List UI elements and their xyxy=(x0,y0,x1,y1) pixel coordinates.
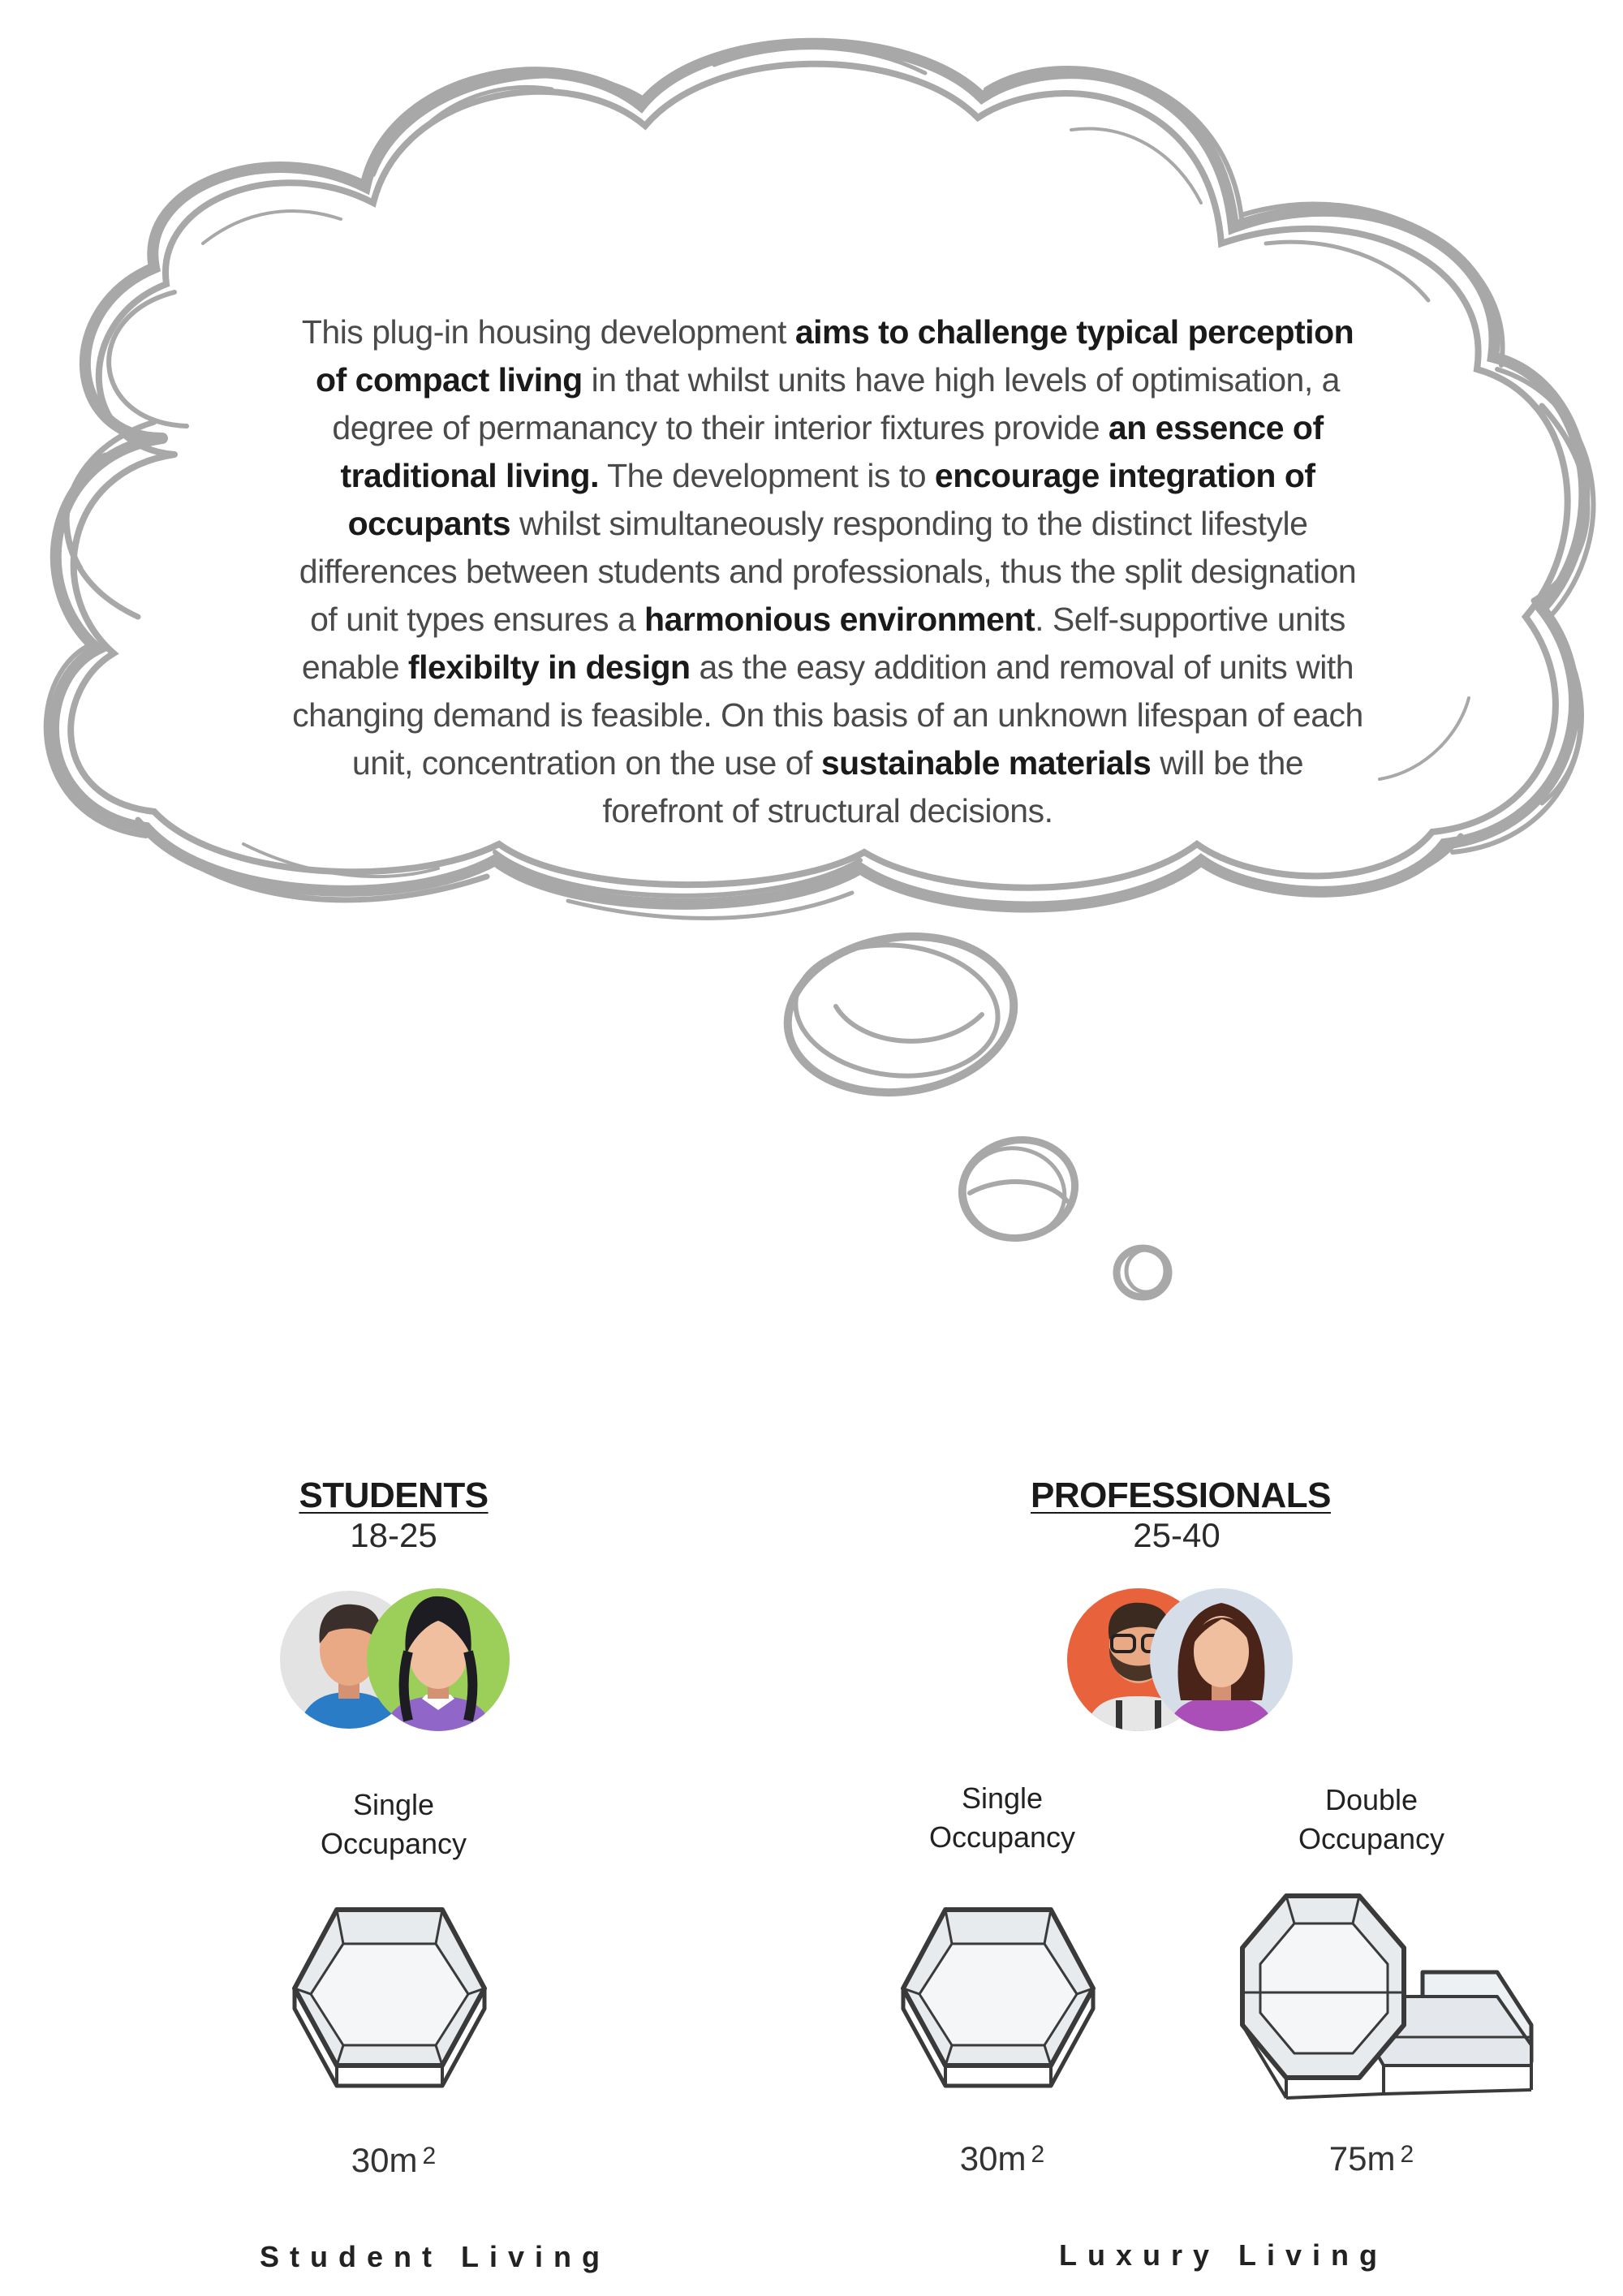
occupancy-line-1: Single xyxy=(961,1781,1044,1815)
intro-emphasis: harmonious environment xyxy=(644,601,1035,638)
occupancy-line-1: Double xyxy=(1324,1783,1419,1816)
professionals-age-range: 25-40 xyxy=(1133,1516,1220,1554)
area-value: 30m xyxy=(959,2139,1027,2178)
area-superscript: 2 xyxy=(1031,2141,1045,2168)
intro-text-run: in that whilst units have high levels of optimisation, a degree of permanancy to their interior fixtures provide xyxy=(332,361,1340,446)
occupancy-line-2: Occupancy xyxy=(320,1827,467,1860)
area-superscript: 2 xyxy=(1400,2141,1414,2168)
intro-text-run: whilst simultaneously responding to the distinct lifestyle differences between students and professionals, thus the split designation of unit types ensures a xyxy=(299,505,1357,638)
occupancy-line-2: Occupancy xyxy=(1298,1822,1445,1855)
area-superscript: 2 xyxy=(422,2143,437,2169)
intro-emphasis: sustainable materials xyxy=(820,744,1152,782)
professionals-double-occupancy-label xyxy=(1250,1781,1493,1859)
students-age-range: 18-25 xyxy=(350,1516,437,1554)
area-value: 30m xyxy=(351,2141,418,2179)
intro-text-run: as the easy addition and removal of units with changing demand is feasible. On this basis of an unknown lifespan of each unit, concentration on the use of xyxy=(292,648,1363,782)
students-area-label xyxy=(312,2141,475,2180)
student-living-footer: Student Living xyxy=(260,2240,610,2273)
students-heading: STUDENTS xyxy=(299,1475,489,1515)
professionals-double-area-label xyxy=(1290,2139,1453,2178)
intro-text-run: This plug-in housing development xyxy=(301,313,795,351)
students-avatars xyxy=(280,1579,515,1741)
intro-emphasis: aims to challenge typical perception of compact living xyxy=(316,313,1354,398)
occupancy-line-1: Single xyxy=(352,1788,435,1821)
intro-paragraph xyxy=(292,308,1363,835)
intro-text-run: . Self-supportive units enable xyxy=(301,601,1345,686)
intro-text-run: The development is to xyxy=(598,457,935,494)
professionals-avatars xyxy=(1067,1579,1294,1741)
student-hexagon-unit xyxy=(288,1903,491,2090)
students-occupancy-label xyxy=(272,1786,515,1863)
double-occupancy-unit xyxy=(1238,1891,1538,2110)
professionals-heading: PROFESSIONALS xyxy=(1031,1475,1331,1515)
intro-emphasis: encourage integration of occupants xyxy=(347,457,1315,542)
intro-text-run: will be the forefront of structural decisions. xyxy=(602,744,1304,829)
luxury-living-footer: Luxury Living xyxy=(1059,2238,1388,2272)
occupancy-line-2: Occupancy xyxy=(928,1820,1076,1854)
professional-hexagon-unit xyxy=(897,1903,1100,2090)
female-student-avatar xyxy=(367,1588,510,1741)
professionals-single-occupancy-label xyxy=(880,1779,1124,1857)
thought-bubble-medium xyxy=(953,1130,1084,1248)
intro-emphasis: an essence of traditional living. xyxy=(340,409,1324,494)
intro-emphasis: flexibilty in design xyxy=(407,648,691,686)
thought-bubble-small xyxy=(1117,1248,1169,1297)
thought-bubble-large xyxy=(777,922,1024,1106)
professionals-single-area-label xyxy=(921,2139,1083,2178)
area-value: 75m xyxy=(1328,2139,1396,2178)
